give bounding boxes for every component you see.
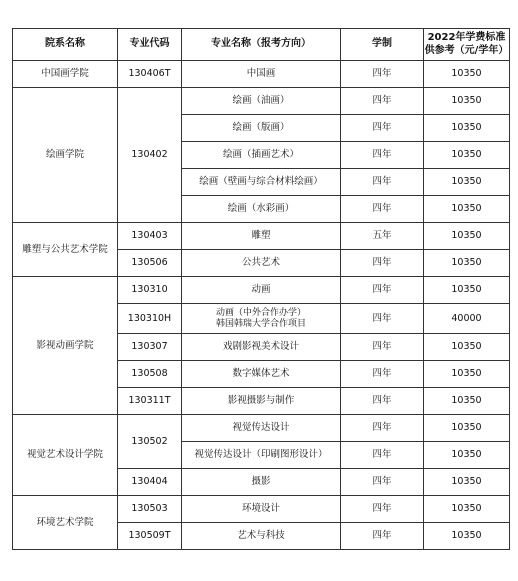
major-code: 130509T	[118, 523, 182, 550]
study-years: 四年	[341, 88, 424, 115]
major-name	[182, 304, 341, 334]
study-years: 四年	[341, 415, 424, 442]
major-code: 130503	[118, 496, 182, 523]
major-name: 中国画	[182, 61, 341, 88]
header-fee: 2022年学费标准供参考（元/学年）	[424, 29, 510, 61]
study-years: 四年	[341, 361, 424, 388]
major-name: 视觉传达设计	[182, 415, 341, 442]
table-row	[13, 223, 510, 250]
tuition-table	[12, 28, 510, 550]
college-name: 视觉艺术设计学院	[13, 415, 118, 496]
tuition-fee: 10350	[424, 250, 510, 277]
major-code: 130404	[118, 469, 182, 496]
major-name: 环境设计	[182, 496, 341, 523]
major-name: 艺术与科技	[182, 523, 341, 550]
header-college: 院系名称	[13, 29, 118, 61]
tuition-fee: 10350	[424, 523, 510, 550]
header-major: 专业名称（报考方向）	[182, 29, 341, 61]
college-name: 中国画学院	[13, 61, 118, 88]
study-years: 四年	[341, 61, 424, 88]
header-code: 专业代码	[118, 29, 182, 61]
header-years: 学制	[341, 29, 424, 61]
major-name: 绘画（壁画与综合材料绘画）	[182, 169, 341, 196]
tuition-fee: 10350	[424, 361, 510, 388]
table-row	[13, 415, 510, 442]
major-code: 130311T	[118, 388, 182, 415]
tuition-fee: 40000	[424, 304, 510, 334]
tuition-fee: 10350	[424, 388, 510, 415]
tuition-fee: 10350	[424, 196, 510, 223]
tuition-fee: 10350	[424, 115, 510, 142]
college-name: 环境艺术学院	[13, 496, 118, 550]
tuition-fee: 10350	[424, 469, 510, 496]
major-name: 影视摄影与制作	[182, 388, 341, 415]
major-code: 130502	[118, 415, 182, 469]
major-name: 绘画（版画）	[182, 115, 341, 142]
major-name-line1: 动画（中外合作办学）	[215, 307, 306, 318]
study-years: 四年	[341, 523, 424, 550]
tuition-fee: 10350	[424, 142, 510, 169]
tuition-fee: 10350	[424, 223, 510, 250]
major-name: 视觉传达设计（印刷图形设计）	[182, 442, 341, 469]
major-code: 130402	[118, 88, 182, 223]
study-years: 五年	[341, 223, 424, 250]
study-years: 四年	[341, 142, 424, 169]
college-name: 雕塑与公共艺术学院	[13, 223, 118, 277]
tuition-fee: 10350	[424, 88, 510, 115]
major-code: 130310	[118, 277, 182, 304]
tuition-fee: 10350	[424, 334, 510, 361]
table-row	[13, 496, 510, 523]
major-name: 绘画（插画艺术）	[182, 142, 341, 169]
table-row	[13, 61, 510, 88]
major-name: 摄影	[182, 469, 341, 496]
major-name: 公共艺术	[182, 250, 341, 277]
study-years: 四年	[341, 115, 424, 142]
study-years: 四年	[341, 388, 424, 415]
tuition-fee: 10350	[424, 61, 510, 88]
major-name-line2: 韩国韩瑞大学合作项目	[215, 318, 306, 329]
major-name: 戏剧影视美术设计	[182, 334, 341, 361]
major-code: 130403	[118, 223, 182, 250]
major-code: 130406T	[118, 61, 182, 88]
major-code: 130508	[118, 361, 182, 388]
study-years: 四年	[341, 304, 424, 334]
study-years: 四年	[341, 496, 424, 523]
study-years: 四年	[341, 277, 424, 304]
major-code: 130506	[118, 250, 182, 277]
tuition-fee: 10350	[424, 277, 510, 304]
tuition-fee: 10350	[424, 442, 510, 469]
table-header-row	[13, 29, 510, 61]
tuition-fee: 10350	[424, 496, 510, 523]
college-name: 影视动画学院	[13, 277, 118, 415]
major-name: 动画	[182, 277, 341, 304]
major-code: 130310H	[118, 304, 182, 334]
study-years: 四年	[341, 469, 424, 496]
tuition-fee: 10350	[424, 415, 510, 442]
major-name: 绘画（油画）	[182, 88, 341, 115]
tuition-fee: 10350	[424, 169, 510, 196]
major-name: 绘画（水彩画）	[182, 196, 341, 223]
study-years: 四年	[341, 250, 424, 277]
study-years: 四年	[341, 196, 424, 223]
study-years: 四年	[341, 334, 424, 361]
study-years: 四年	[341, 442, 424, 469]
major-name: 数字媒体艺术	[182, 361, 341, 388]
college-name: 绘画学院	[13, 88, 118, 223]
study-years: 四年	[341, 169, 424, 196]
table-row	[13, 88, 510, 115]
table-row	[13, 277, 510, 304]
major-code: 130307	[118, 334, 182, 361]
major-name: 雕塑	[182, 223, 341, 250]
